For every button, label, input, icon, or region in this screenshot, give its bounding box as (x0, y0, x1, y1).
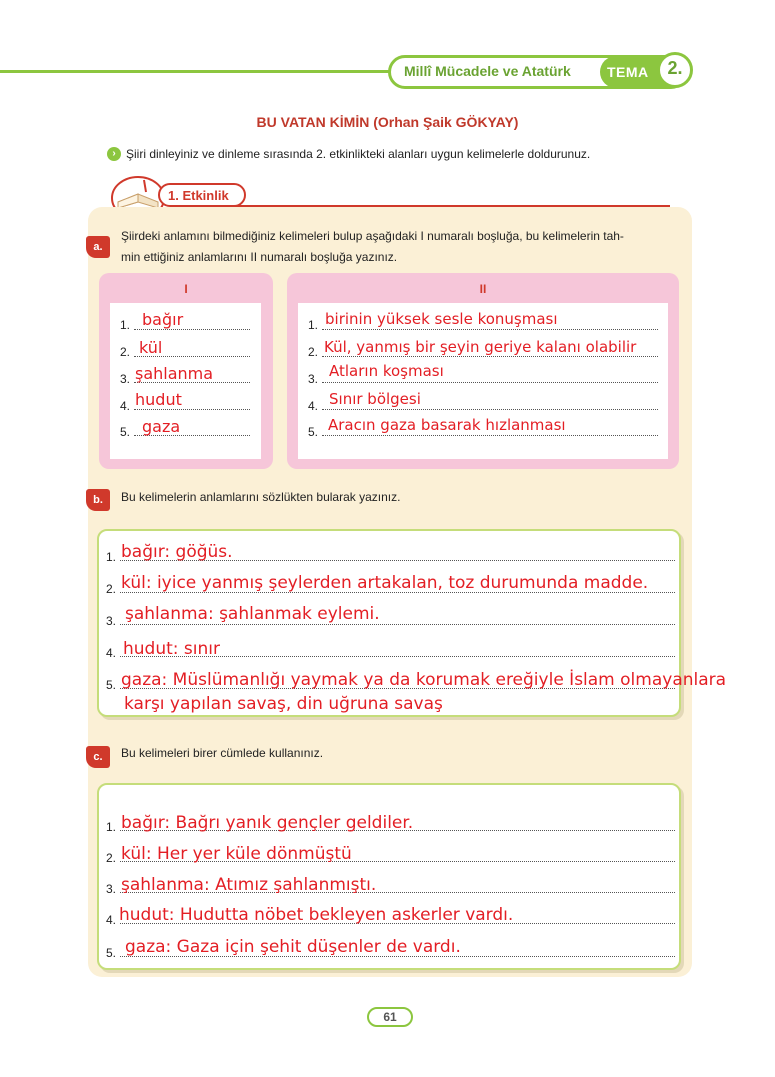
col2-num: 1. (308, 318, 319, 332)
col1-line (134, 409, 250, 410)
col1-answer: kül (139, 338, 163, 357)
col2-answer: Atların koşması (329, 362, 444, 380)
col1-num: 2. (120, 345, 131, 359)
b-row-answer: gaza: Müslümanlığı yaymak ya da korumak ereğiyle İslam olmayanlara (121, 670, 727, 690)
instruction-text: Şiiri dinleyiniz ve dinleme sırasında 2. etkinlikteki alanları uygun kelimelerle doldurunuz. (126, 147, 591, 161)
col1-num: 3. (120, 372, 131, 386)
section-b-badge: b. (86, 489, 110, 511)
c-row-answer: şahlanma: Atımız şahlanmıştı. (121, 875, 377, 895)
col2-num: 2. (308, 345, 319, 359)
b-row-num: 5. (106, 678, 117, 692)
col2-line (322, 382, 658, 383)
b-row-num: 2. (106, 582, 117, 596)
col2-line (322, 409, 658, 410)
section-a-badge: a. (86, 236, 110, 258)
c-row-num: 4. (106, 913, 117, 927)
col2-line (322, 329, 658, 330)
column-1-head: I (184, 282, 188, 296)
section-c-text: Bu kelimeleri birer cümlede kullanınız. (121, 746, 324, 760)
col2-answer: Kül, yanmış bir şeyin geriye kalanı olabilir (324, 338, 637, 356)
section-c-badge: c. (86, 746, 110, 768)
b-row-answer: kül: iyice yanmış şeylerden artakalan, toz durumunda madde. (121, 573, 649, 593)
header-rule (0, 70, 420, 73)
col2-answer: Aracın gaza basarak hızlanması (328, 416, 566, 434)
col1-line (134, 329, 250, 330)
col2-num: 4. (308, 399, 319, 413)
activity-label: 1. Etkinlik (168, 188, 229, 203)
c-row-answer: hudut: Hudutta nöbet bekleyen askerler vardı. (119, 905, 514, 925)
col1-num: 5. (120, 425, 131, 439)
c-row-num: 2. (106, 851, 117, 865)
col1-num: 4. (120, 399, 131, 413)
col1-answer: gaza (142, 417, 181, 436)
section-a-text-line1: Şiirdeki anlamını bilmediğiniz kelimeleri bulup aşağıdaki I numaralı boşluğa, bu kelimelerin tah- (121, 229, 624, 243)
col1-answer: şahlanma (135, 364, 214, 383)
b-row-num: 1. (106, 550, 117, 564)
chevron-right-icon: › (107, 147, 121, 161)
col1-num: 1. (120, 318, 131, 332)
col1-answer: hudut (135, 390, 182, 409)
col2-num: 5. (308, 425, 319, 439)
b-row-num: 3. (106, 614, 117, 628)
b-row-answer-continued: karşı yapılan savaş, din uğruna savaş (124, 694, 443, 714)
b-row-answer: hudut: sınır (123, 639, 220, 659)
section-b-text: Bu kelimelerin anlamlarını sözlükten bularak yazınız. (121, 490, 401, 504)
col1-answer: bağır (142, 310, 184, 329)
c-row-num: 1. (106, 820, 117, 834)
col2-answer: birinin yüksek sesle konuşması (325, 310, 558, 328)
c-row-answer: bağır: Bağrı yanık gençler geldiler. (121, 813, 414, 833)
col2-line (322, 356, 658, 357)
tema-number: 2. (667, 58, 683, 78)
b-row-answer: bağır: göğüs. (121, 542, 233, 562)
header-title: Millî Mücadele ve Atatürk (404, 63, 571, 79)
col2-num: 3. (308, 372, 319, 386)
column-2-head: II (479, 282, 487, 296)
b-row-line (120, 624, 675, 625)
c-row-answer: gaza: Gaza için şehit düşenler de vardı. (125, 937, 461, 957)
c-row-num: 3. (106, 882, 117, 896)
tema-label: TEMA (607, 64, 649, 80)
b-row-num: 4. (106, 646, 117, 660)
c-row-answer: kül: Her yer küle dönmüştü (121, 844, 352, 864)
b-row-answer: şahlanma: şahlanmak eylemi. (125, 604, 380, 624)
page-title: BU VATAN KİMİN (Orhan Şaik GÖKYAY) (256, 114, 519, 130)
col2-answer: Sınır bölgesi (329, 390, 421, 408)
page-number: 61 (367, 1007, 413, 1027)
c-row-num: 5. (106, 946, 117, 960)
section-a-text-line2: min ettiğiniz anlamlarını II numaralı boşluğa yazınız. (121, 250, 398, 264)
col2-line (322, 435, 658, 436)
